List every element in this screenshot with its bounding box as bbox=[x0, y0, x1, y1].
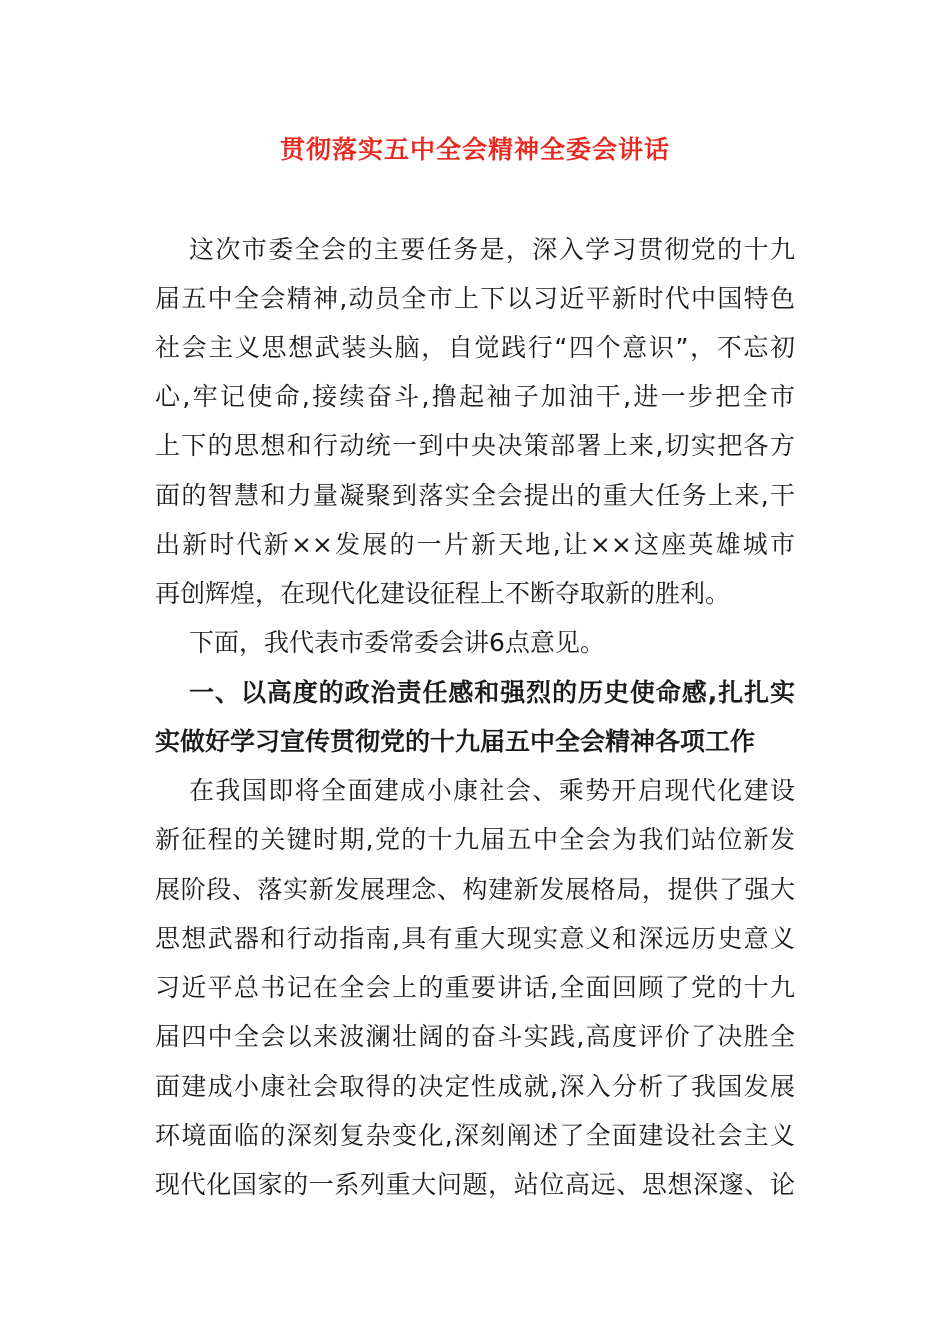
text-line: 面的智慧和力量凝聚到落实全会提出的重大任务上来,干 bbox=[155, 481, 795, 510]
text-line: 心,牢记使命,接续奋斗,撸起袖子加油干,进一步把全市 bbox=[155, 382, 795, 411]
text-line: 展阶段、落实新发展理念、构建新发展格局，提供了强大 bbox=[155, 875, 795, 904]
section-heading-line: 实做好学习宣传贯彻党的十九届五中全会精神各项工作 bbox=[155, 727, 756, 756]
text-line: 在我国即将全面建成小康社会、乘势开启现代化建设 bbox=[189, 776, 795, 805]
text-line: 面建成小康社会取得的决定性成就,深入分析了我国发展 bbox=[155, 1072, 795, 1101]
text-line: 新征程的关键时期,党的十九届五中全会为我们站位新发 bbox=[155, 825, 795, 854]
text-line: 现代化国家的一系列重大问题，站位高远、思想深邃、论 bbox=[155, 1170, 795, 1199]
document-title: 贯彻落实五中全会精神全委会讲话 bbox=[279, 135, 670, 164]
text-line: 习近平总书记在全会上的重要讲话,全面回顾了党的十九 bbox=[155, 973, 795, 1002]
text-line: 再创辉煌，在现代化建设征程上不断夺取新的胜利。 bbox=[155, 579, 731, 608]
text-line: 这次市委全会的主要任务是，深入学习贯彻党的十九 bbox=[189, 235, 795, 264]
section-heading-line: 一、以高度的政治责任感和强烈的历史使命感,扎扎实 bbox=[189, 678, 795, 707]
text-line: 届五中全会精神,动员全市上下以习近平新时代中国特色 bbox=[155, 284, 795, 313]
text-line: 届四中全会以来波澜壮阔的奋斗实践,高度评价了决胜全 bbox=[155, 1022, 795, 1051]
text-line: 上下的思想和行动统一到中央决策部署上来,切实把各方 bbox=[155, 431, 795, 460]
text-line: 思想武器和行动指南,具有重大现实意义和深远历史意义 bbox=[155, 924, 795, 953]
text-line: 下面，我代表市委常委会讲6点意见。 bbox=[189, 628, 605, 657]
text-line: 环境面临的深刻复杂变化,深刻阐述了全面建设社会主义 bbox=[155, 1121, 795, 1150]
text-line: 社会主义思想武装头脑，自觉践行“四个意识”，不忘初 bbox=[155, 333, 795, 362]
text-line: 出新时代新××发展的一片新天地,让××这座英雄城市 bbox=[155, 530, 795, 559]
